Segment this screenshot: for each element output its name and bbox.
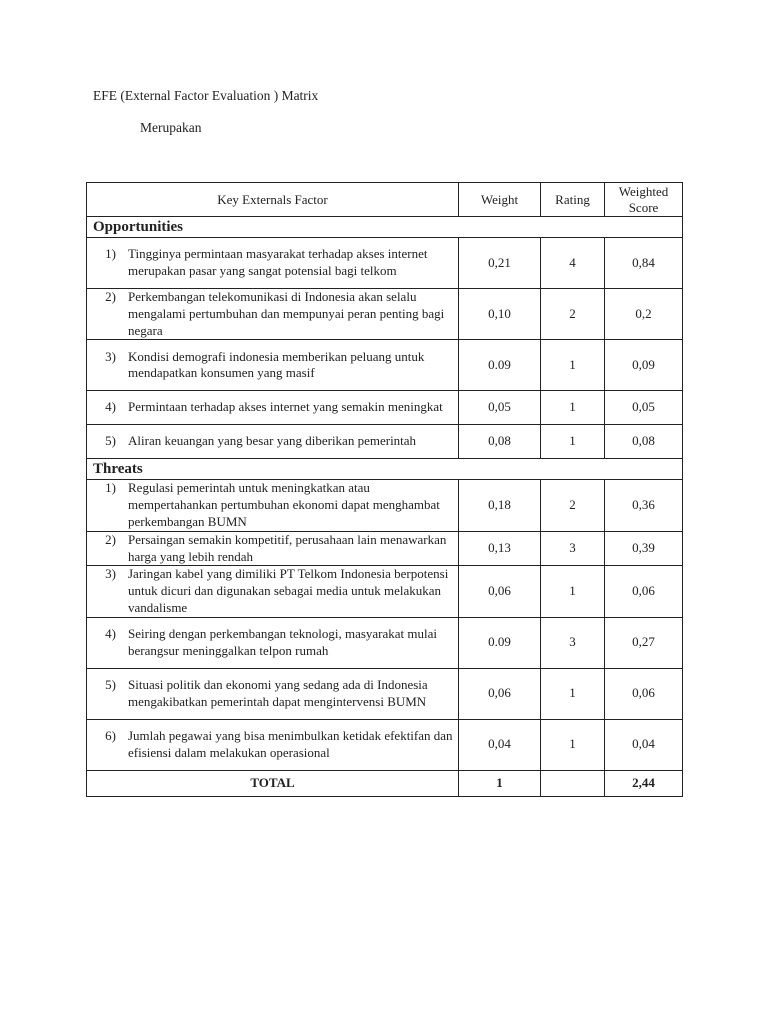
factor-number: 4) [105,399,116,415]
weight-cell: 0,10 [459,289,541,340]
header-rating: Rating [541,183,605,217]
header-weight: Weight [459,183,541,217]
rating-cell: 1 [541,340,605,391]
document-subtitle: Merupakan [140,120,202,135]
weight-cell: 0,21 [459,238,541,289]
factor-cell [87,340,459,391]
factor-cell [87,719,459,770]
table-row [87,617,683,668]
weight-cell: 0,08 [459,425,541,459]
factor-text: Situasi politik dan ekonomi yang sedang ada di Indonesia mengakibatkan pemerintah dapat mengintervensi BUMN [128,676,428,709]
table-row [87,566,683,617]
factor-text: Regulasi pemerintah untuk meningkatkan atau mempertahankan pertumbuhan ekonomi dapat menghambat perkembangan BUMN [128,480,440,529]
table-body [87,217,683,797]
factor-number: 1) [105,480,116,496]
factor-number: 2) [105,289,116,304]
weight-cell: 0,06 [459,566,541,617]
total-score: 2,44 [605,770,683,796]
rating-cell: 3 [541,531,605,566]
weighted-score-cell: 0,84 [605,238,683,289]
weighted-score-cell: 0,04 [605,719,683,770]
table-row [87,391,683,425]
factor-number: 3) [105,566,116,582]
document-title: EFE (External Factor Evaluation ) Matrix [93,88,319,103]
weighted-score-cell: 0,27 [605,617,683,668]
efe-matrix-table [86,182,683,797]
weighted-score-cell: 0,2 [605,289,683,340]
header-weighted-score [605,183,683,217]
opportunities-heading: Opportunities [87,217,683,238]
opportunities-section-row [87,217,683,238]
weighted-score-cell: 0,39 [605,531,683,566]
rating-cell: 1 [541,566,605,617]
table-row [87,531,683,566]
rating-cell: 3 [541,617,605,668]
table-row [87,668,683,719]
table-header-row [87,183,683,217]
table-row [87,719,683,770]
factor-number: 6) [105,727,116,743]
factor-text: Aliran keuangan yang besar yang diberikan pemerintah [128,433,417,449]
factor-number: 5) [105,433,116,449]
rating-cell: 4 [541,238,605,289]
table-row [87,238,683,289]
total-label: TOTAL [87,770,459,796]
table-row [87,340,683,391]
weighted-score-cell: 0,06 [605,566,683,617]
factor-cell [87,480,459,531]
weight-cell: 0,04 [459,719,541,770]
total-weight: 1 [459,770,541,796]
rating-cell: 2 [541,289,605,340]
factor-text: Jumlah pegawai yang bisa menimbulkan ketidak efektifan dan efisiensi dalam melakukan operasional [128,727,453,760]
weighted-score-cell: 0,08 [605,425,683,459]
weight-cell: 0,06 [459,668,541,719]
rating-cell: 1 [541,391,605,425]
rating-cell: 1 [541,425,605,459]
factor-cell [87,391,459,425]
threats-section-row [87,459,683,480]
factor-number: 3) [105,348,116,364]
factor-number: 1) [105,246,116,262]
weight-cell: 0,05 [459,391,541,425]
table-row [87,425,683,459]
rating-cell: 2 [541,480,605,531]
weighted-score-cell: 0,09 [605,340,683,391]
weight-cell: 0.09 [459,340,541,391]
weight-cell: 0,18 [459,480,541,531]
factor-text: Seiring dengan perkembangan teknologi, masyarakat mulai berangsur meninggalkan telpon rumah [128,625,438,658]
factor-text: Jaringan kabel yang dimiliki PT Telkom Indonesia berpotensi untuk dicuri dan digunakan sebagai media untuk melakukan vandalisme [128,566,449,615]
table-row [87,289,683,340]
factor-cell [87,668,459,719]
threats-heading: Threats [87,459,683,480]
weight-cell: 0.09 [459,617,541,668]
factor-cell [87,617,459,668]
factor-text: Permintaan terhadap akses internet yang semakin meningkat [128,399,443,415]
factor-cell [87,531,459,566]
factor-number: 2) [105,531,116,547]
rating-cell: 1 [541,668,605,719]
weight-cell: 0,13 [459,531,541,566]
rating-cell: 1 [541,719,605,770]
total-row [87,770,683,796]
header-score-line2: Score [628,199,659,215]
table-row [87,480,683,531]
factor-number: 5) [105,676,116,692]
factor-text: Persaingan semakin kompetitif, perusahaan lain menawarkan harga yang lebih rendah [128,531,447,564]
weighted-score-cell: 0,36 [605,480,683,531]
factor-cell [87,566,459,617]
header-score-line1: Weighted [618,183,669,199]
factor-cell [87,238,459,289]
weighted-score-cell: 0,06 [605,668,683,719]
factor-text: Tingginya permintaan masyarakat terhadap akses internet merupakan pasar yang sangat potensial bagi telkom [128,246,428,278]
factor-cell [87,289,459,340]
factor-text: Perkembangan telekomunikasi di Indonesia akan selalu mengalami pertumbuhan dan mempunyai peran penting bagi negara [128,289,445,338]
header-factor: Key Externals Factor [87,183,459,217]
total-rating [541,770,605,796]
weighted-score-cell: 0,05 [605,391,683,425]
factor-cell [87,425,459,459]
factor-number: 4) [105,625,116,641]
factor-text: Kondisi demografi indonesia memberikan peluang untuk mendapatkan konsumen yang masif [128,348,425,381]
